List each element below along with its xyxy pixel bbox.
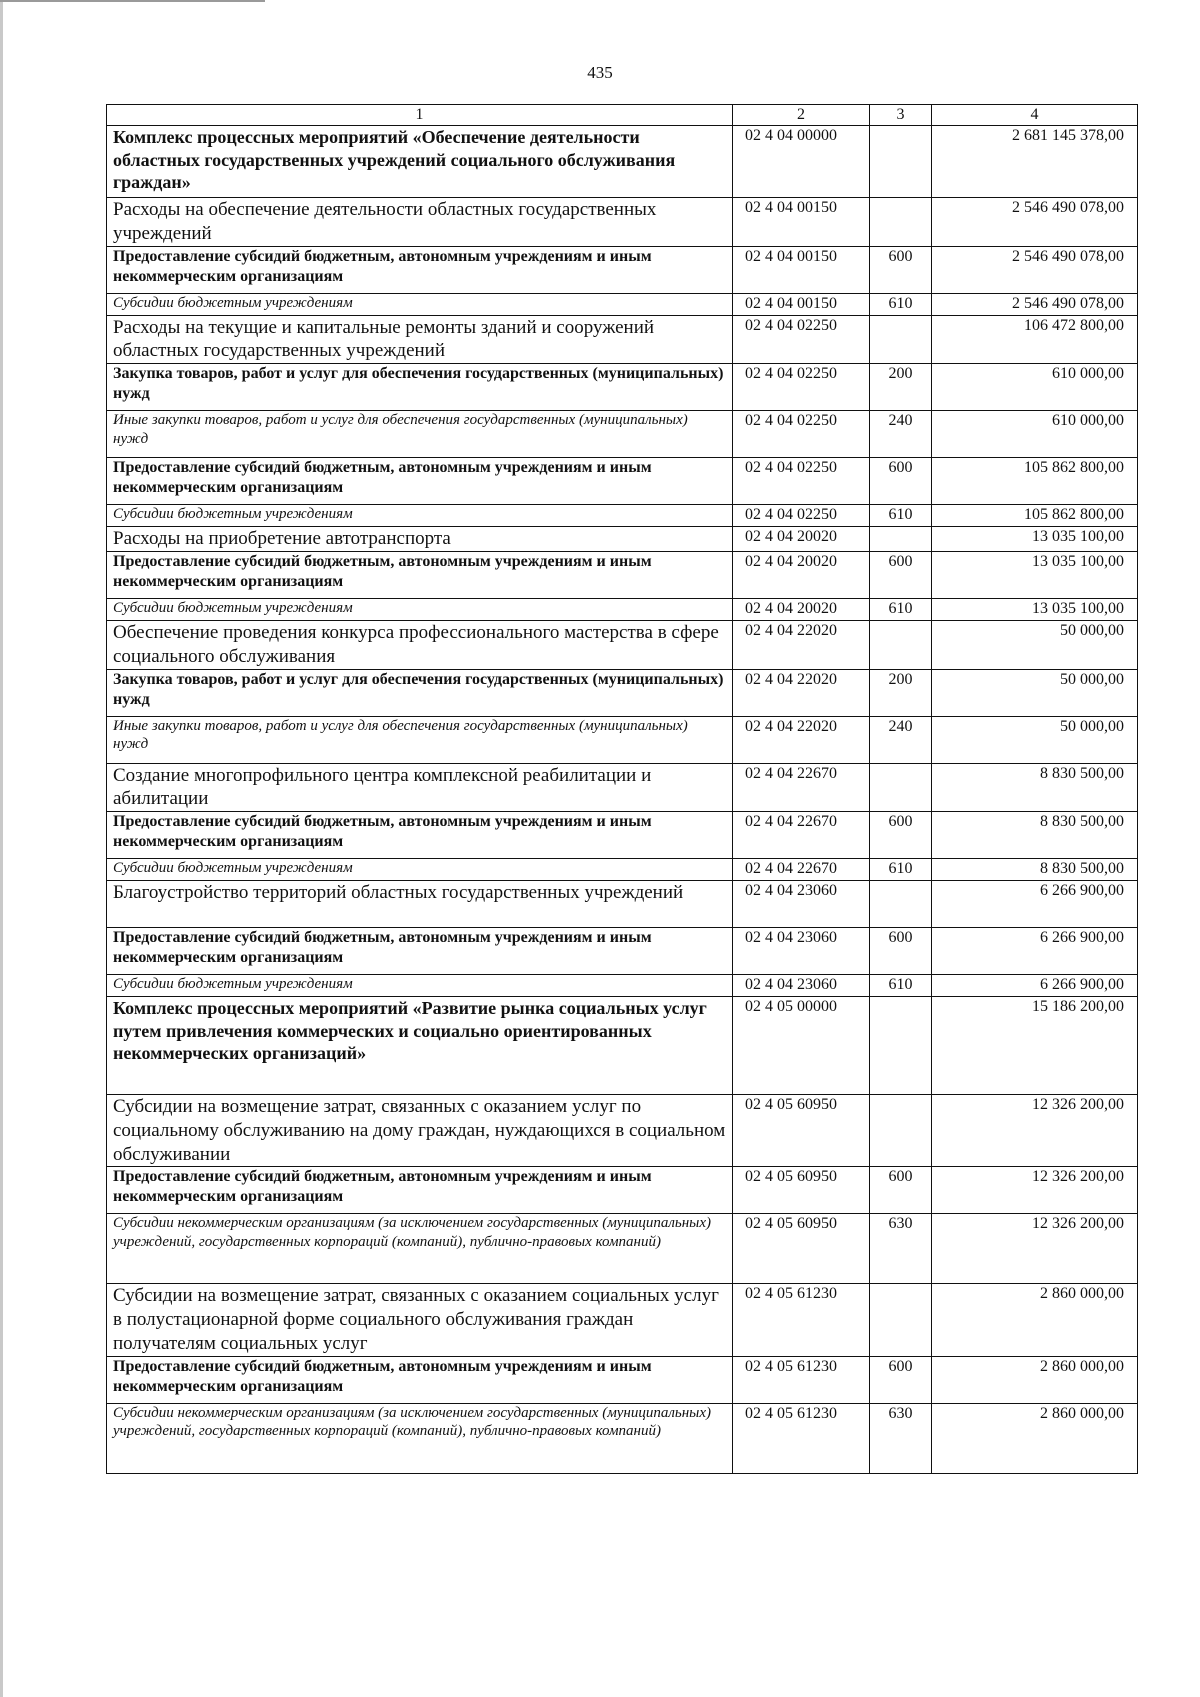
table-row — [107, 1095, 1138, 1167]
budget-table — [106, 104, 1138, 1474]
row-name: Предоставление субсидий бюджетным, автономным учреждениям и иным некоммерческим организациям — [107, 928, 733, 975]
row-amount: 105 862 800,00 — [932, 458, 1138, 505]
table-row — [107, 527, 1138, 552]
row-amount: 15 186 200,00 — [932, 997, 1138, 1095]
row-code: 02 4 04 00150 — [733, 198, 870, 247]
row-name: Субсидии на возмещение затрат, связанных с оказанием услуг по социальному обслуживанию на дому граждан, нуждающихся в социальном обслуживании — [107, 1095, 733, 1167]
row-name: Расходы на приобретение автотранспорта — [107, 527, 733, 552]
row-amount: 12 326 200,00 — [932, 1167, 1138, 1214]
page-number: 435 — [587, 63, 613, 82]
row-amount: 13 035 100,00 — [932, 527, 1138, 552]
row-expense-type: 240 — [870, 411, 932, 458]
row-amount: 2 860 000,00 — [932, 1356, 1138, 1403]
row-expense-type: 600 — [870, 1167, 932, 1214]
row-amount: 2 546 490 078,00 — [932, 198, 1138, 247]
table-row — [107, 859, 1138, 881]
row-expense-type: 610 — [870, 599, 932, 621]
row-expense-type: 610 — [870, 859, 932, 881]
row-expense-type: 200 — [870, 364, 932, 411]
table-row — [107, 881, 1138, 928]
table-row — [107, 599, 1138, 621]
row-name: Субсидии некоммерческим организациям (за исключением государственных (муниципальных) учреждений, государственных корпораций (компаний), публично-правовых компаний) — [107, 1403, 733, 1473]
row-name: Закупка товаров, работ и услуг для обеспечения государственных (муниципальных) нужд — [107, 669, 733, 716]
row-amount: 2 681 145 378,00 — [932, 126, 1138, 198]
row-expense-type: 610 — [870, 293, 932, 315]
row-code: 02 4 04 22670 — [733, 763, 870, 812]
row-code: 02 4 05 60950 — [733, 1095, 870, 1167]
table-row — [107, 198, 1138, 247]
row-name: Создание многопрофильного центра комплексной реабилитации и абилитации — [107, 763, 733, 812]
column-header-1: 1 — [107, 105, 733, 126]
row-code: 02 4 04 23060 — [733, 975, 870, 997]
table-row — [107, 246, 1138, 293]
row-expense-type: 610 — [870, 975, 932, 997]
row-expense-type: 600 — [870, 458, 932, 505]
row-code: 02 4 04 22020 — [733, 669, 870, 716]
row-expense-type: 610 — [870, 505, 932, 527]
row-expense-type: 600 — [870, 928, 932, 975]
column-header-2: 2 — [733, 105, 870, 126]
table-row — [107, 411, 1138, 458]
row-amount: 6 266 900,00 — [932, 975, 1138, 997]
row-code: 02 4 04 00000 — [733, 126, 870, 198]
row-amount: 610 000,00 — [932, 364, 1138, 411]
row-amount: 8 830 500,00 — [932, 763, 1138, 812]
row-name: Субсидии бюджетным учреждениям — [107, 859, 733, 881]
row-expense-type: 600 — [870, 552, 932, 599]
table-row — [107, 458, 1138, 505]
row-code: 02 4 04 20020 — [733, 552, 870, 599]
table-row — [107, 315, 1138, 364]
table-row — [107, 1403, 1138, 1473]
row-code: 02 4 04 22020 — [733, 621, 870, 670]
row-name: Субсидии бюджетным учреждениям — [107, 599, 733, 621]
row-expense-type: 600 — [870, 812, 932, 859]
row-name: Предоставление субсидий бюджетным, автономным учреждениям и иным некоммерческим организациям — [107, 812, 733, 859]
row-name: Субсидии бюджетным учреждениям — [107, 293, 733, 315]
row-amount: 12 326 200,00 — [932, 1095, 1138, 1167]
table-row — [107, 1356, 1138, 1403]
table-row — [107, 364, 1138, 411]
row-name: Обеспечение проведения конкурса профессионального мастерства в сфере социального обслуживания — [107, 621, 733, 670]
row-amount: 2 546 490 078,00 — [932, 293, 1138, 315]
row-code: 02 4 04 02250 — [733, 458, 870, 505]
row-name: Закупка товаров, работ и услуг для обеспечения государственных (муниципальных) нужд — [107, 364, 733, 411]
row-name: Субсидии бюджетным учреждениям — [107, 975, 733, 997]
row-name: Иные закупки товаров, работ и услуг для обеспечения государственных (муниципальных) нужд — [107, 716, 733, 763]
row-amount: 106 472 800,00 — [932, 315, 1138, 364]
row-code: 02 4 04 22670 — [733, 812, 870, 859]
table-header — [107, 105, 1138, 126]
row-amount: 2 860 000,00 — [932, 1403, 1138, 1473]
table-row — [107, 505, 1138, 527]
table-row — [107, 1167, 1138, 1214]
row-name: Благоустройство территорий областных государственных учреждений — [107, 881, 733, 928]
row-name: Предоставление субсидий бюджетным, автономным учреждениям и иным некоммерческим организациям — [107, 552, 733, 599]
row-amount: 2 860 000,00 — [932, 1284, 1138, 1356]
row-expense-type — [870, 315, 932, 364]
row-amount: 6 266 900,00 — [932, 881, 1138, 928]
row-expense-type: 200 — [870, 669, 932, 716]
row-expense-type: 600 — [870, 1356, 932, 1403]
row-amount: 105 862 800,00 — [932, 505, 1138, 527]
row-amount: 8 830 500,00 — [932, 812, 1138, 859]
scan-left-edge — [0, 0, 3, 1697]
table-body — [107, 126, 1138, 1474]
row-name: Предоставление субсидий бюджетным, автономным учреждениям и иным некоммерческим организациям — [107, 1356, 733, 1403]
table-row — [107, 1214, 1138, 1284]
column-header-4: 4 — [932, 105, 1138, 126]
row-name: Предоставление субсидий бюджетным, автономным учреждениям и иным некоммерческим организациям — [107, 246, 733, 293]
row-expense-type — [870, 1095, 932, 1167]
row-name: Комплекс процессных мероприятий «Обеспечение деятельности областных государственных учреждений социального обслуживания граждан» — [107, 126, 733, 198]
row-name: Предоставление субсидий бюджетным, автономным учреждениям и иным некоммерческим организациям — [107, 1167, 733, 1214]
row-expense-type: 630 — [870, 1214, 932, 1284]
row-name: Расходы на текущие и капитальные ремонты зданий и сооружений областных государственных учреждений — [107, 315, 733, 364]
row-name: Субсидии бюджетным учреждениям — [107, 505, 733, 527]
row-code: 02 4 04 23060 — [733, 881, 870, 928]
row-name: Предоставление субсидий бюджетным, автономным учреждениям и иным некоммерческим организациям — [107, 458, 733, 505]
table-row — [107, 552, 1138, 599]
row-name: Комплекс процессных мероприятий «Развитие рынка социальных услуг путем привлечения коммерческих и социально ориентированных некоммерческих организаций» — [107, 997, 733, 1095]
row-code: 02 4 04 22020 — [733, 716, 870, 763]
row-code: 02 4 04 00150 — [733, 293, 870, 315]
table-row — [107, 975, 1138, 997]
row-code: 02 4 04 20020 — [733, 527, 870, 552]
row-expense-type — [870, 621, 932, 670]
row-amount: 13 035 100,00 — [932, 599, 1138, 621]
row-expense-type: 240 — [870, 716, 932, 763]
table-row — [107, 763, 1138, 812]
table-row — [107, 621, 1138, 670]
row-expense-type — [870, 881, 932, 928]
row-code: 02 4 05 61230 — [733, 1284, 870, 1356]
row-code: 02 4 04 02250 — [733, 364, 870, 411]
row-code: 02 4 05 61230 — [733, 1403, 870, 1473]
row-name: Субсидии на возмещение затрат, связанных с оказанием социальных услуг в полустационарной форме социального обслуживания граждан получателям социальных услуг — [107, 1284, 733, 1356]
row-expense-type — [870, 126, 932, 198]
column-header-3: 3 — [870, 105, 932, 126]
row-code: 02 4 04 22670 — [733, 859, 870, 881]
column-number-row — [107, 105, 1138, 126]
table-row — [107, 293, 1138, 315]
row-name: Расходы на обеспечение деятельности областных государственных учреждений — [107, 198, 733, 247]
row-expense-type — [870, 198, 932, 247]
row-code: 02 4 05 60950 — [733, 1167, 870, 1214]
scan-top-mark — [0, 0, 265, 2]
row-amount: 50 000,00 — [932, 716, 1138, 763]
table-row — [107, 1284, 1138, 1356]
row-code: 02 4 05 60950 — [733, 1214, 870, 1284]
table-row — [107, 716, 1138, 763]
row-code: 02 4 05 00000 — [733, 997, 870, 1095]
row-amount: 50 000,00 — [932, 669, 1138, 716]
row-code: 02 4 04 02250 — [733, 411, 870, 458]
row-code: 02 4 04 23060 — [733, 928, 870, 975]
table-row — [107, 997, 1138, 1095]
table-row — [107, 669, 1138, 716]
row-expense-type — [870, 1284, 932, 1356]
row-amount: 12 326 200,00 — [932, 1214, 1138, 1284]
row-code: 02 4 05 61230 — [733, 1356, 870, 1403]
row-code: 02 4 04 00150 — [733, 246, 870, 293]
row-expense-type — [870, 527, 932, 552]
row-amount: 13 035 100,00 — [932, 552, 1138, 599]
table-row — [107, 126, 1138, 198]
row-code: 02 4 04 02250 — [733, 315, 870, 364]
row-code: 02 4 04 20020 — [733, 599, 870, 621]
row-code: 02 4 04 02250 — [733, 505, 870, 527]
row-name: Иные закупки товаров, работ и услуг для обеспечения государственных (муниципальных) нужд — [107, 411, 733, 458]
row-amount: 8 830 500,00 — [932, 859, 1138, 881]
row-amount: 6 266 900,00 — [932, 928, 1138, 975]
table-row — [107, 812, 1138, 859]
row-expense-type: 600 — [870, 246, 932, 293]
row-amount: 2 546 490 078,00 — [932, 246, 1138, 293]
row-expense-type: 630 — [870, 1403, 932, 1473]
row-amount: 50 000,00 — [932, 621, 1138, 670]
row-expense-type — [870, 763, 932, 812]
table-row — [107, 928, 1138, 975]
row-name: Субсидии некоммерческим организациям (за исключением государственных (муниципальных) учреждений, государственных корпораций (компаний), публично-правовых компаний) — [107, 1214, 733, 1284]
row-expense-type — [870, 997, 932, 1095]
row-amount: 610 000,00 — [932, 411, 1138, 458]
